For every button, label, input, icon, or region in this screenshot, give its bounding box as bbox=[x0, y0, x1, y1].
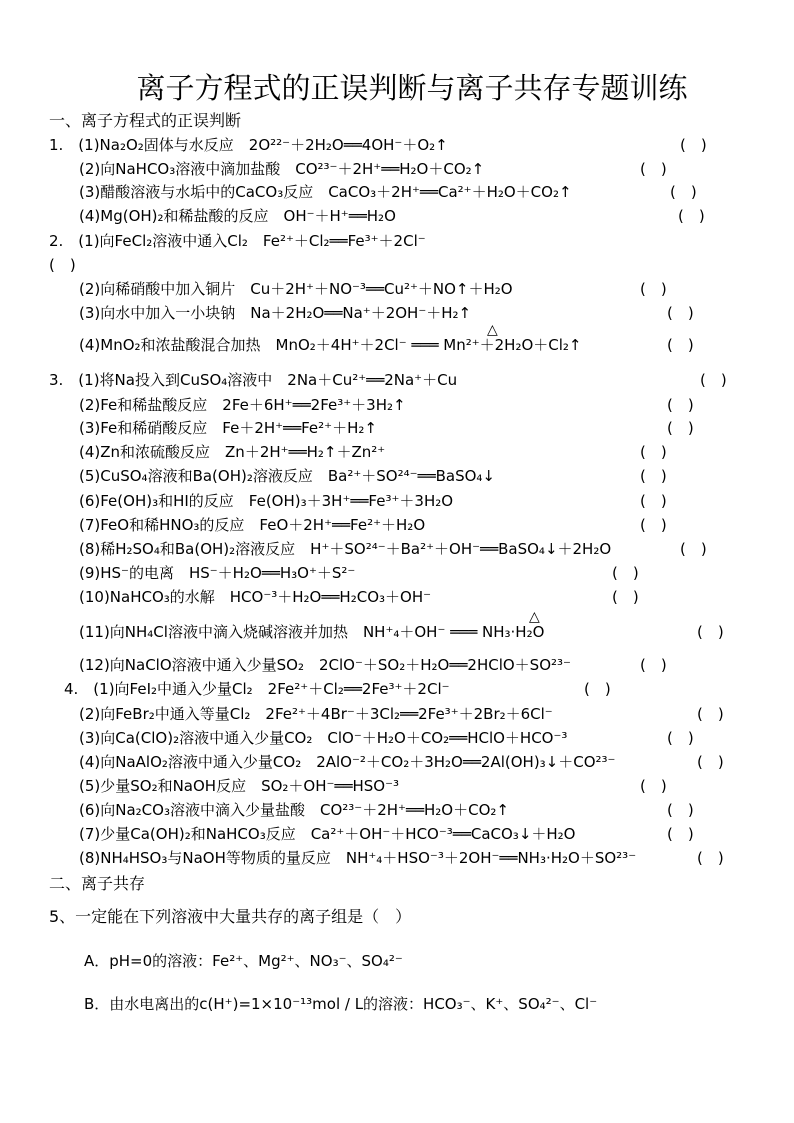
option-a: A．pH=0的溶液：Fe²⁺、Mg²⁺、NO₃⁻、SO₄²⁻ bbox=[84, 952, 403, 970]
answer-blank: ( ) bbox=[697, 849, 724, 867]
answer-blank: ( ) bbox=[640, 443, 667, 461]
answer-blank: ( ) bbox=[667, 304, 694, 322]
question-line: 1. (1)Na₂O₂固体与水反应 2O²²⁻＋2H₂O══4OH⁻＋O₂↑ bbox=[49, 136, 448, 154]
option-b: B．由水电离出的c(H⁺)=1×10⁻¹³mol / L的溶液：HCO₃⁻、K⁺、SO₄²⁻、Cl⁻ bbox=[84, 995, 598, 1013]
question-line: 4. (1)向FeI₂中通入少量Cl₂ 2Fe²⁺＋Cl₂══2Fe³⁺＋2Cl⁻ bbox=[49, 680, 450, 698]
question-line: (4)Mg(OH)₂和稀盐酸的反应 OH⁻＋H⁺══H₂O bbox=[49, 207, 396, 225]
answer-blank: ( ) bbox=[584, 680, 611, 698]
question-line: (2)Fe和稀盐酸反应 2Fe＋6H⁺══2Fe³⁺＋3H₂↑ bbox=[49, 396, 406, 414]
answer-blank: ( ) bbox=[667, 419, 694, 437]
answer-blank: ( ) bbox=[680, 540, 707, 558]
question-line: (6)向Na₂CO₃溶液中滴入少量盐酸 CO²³⁻＋2H⁺══H₂O＋CO₂↑ bbox=[49, 801, 509, 819]
answer-blank: ( ) bbox=[640, 492, 667, 510]
question-line: (7)FeO和稀HNO₃的反应 FeO＋2H⁺══Fe²⁺＋H₂O bbox=[49, 516, 426, 534]
answer-blank: ( ) bbox=[640, 516, 667, 534]
question-line: (5)CuSO₄溶液和Ba(OH)₂溶液反应 Ba²⁺＋SO²⁴⁻══BaSO₄↓ bbox=[49, 467, 495, 485]
question-line: (8)NH₄HSO₃与NaOH等物质的量反应 NH⁺₄＋HSO⁻³＋2OH⁻══NH₃·H₂O＋SO²³⁻ bbox=[49, 849, 637, 867]
question-line: (8)稀H₂SO₄和Ba(OH)₂溶液反应 H⁺＋SO²⁴⁻＋Ba²⁺＋OH⁻══BaSO₄↓＋2H₂O bbox=[49, 540, 612, 558]
answer-blank: ( ) bbox=[640, 777, 667, 795]
question-5: 5、一定能在下列溶液中大量共存的离子组是（ ） bbox=[49, 907, 412, 926]
question-line: (11)向NH₄Cl溶液中滴入烧碱溶液并加热 NH⁺₄＋OH⁻ ═══ NH₃·H₂O bbox=[49, 623, 545, 641]
question-line: (3)Fe和稀硝酸反应 Fe＋2H⁺══Fe²⁺＋H₂↑ bbox=[49, 419, 377, 437]
answer-blank: ( ) bbox=[667, 825, 694, 843]
question-line: (9)HS⁻的电离 HS⁻＋H₂O══H₃O⁺＋S²⁻ bbox=[49, 564, 356, 582]
answer-blank: ( ) bbox=[678, 207, 705, 225]
section-heading-equations: 一、离子方程式的正误判断 bbox=[49, 111, 242, 130]
answer-blank: ( ) bbox=[700, 371, 727, 389]
question-line: (2)向FeBr₂中通入等量Cl₂ 2Fe²⁺＋4Br⁻＋3Cl₂══2Fe³⁺＋2Br₂＋6Cl⁻ bbox=[49, 705, 553, 723]
answer-blank: ( ) bbox=[612, 588, 639, 606]
answer-blank: ( ) bbox=[640, 656, 667, 674]
question-line: (3)向水中加入一小块钠 Na＋2H₂O══Na⁺＋2OH⁻＋H₂↑ bbox=[49, 304, 472, 322]
question-line: (4)MnO₂和浓盐酸混合加热 MnO₂＋4H⁺＋2Cl⁻ ═══ Mn²⁺＋2H₂O＋Cl₂↑ bbox=[49, 336, 582, 354]
answer-blank: ( ) bbox=[640, 280, 667, 298]
answer-blank: ( ) bbox=[612, 564, 639, 582]
question-line: (10)NaHCO₃的水解 HCO⁻³＋H₂O══H₂CO₃＋OH⁻ bbox=[49, 588, 432, 606]
question-line: 3. (1)将Na投入到CuSO₄溶液中 2Na＋Cu²⁺══2Na⁺＋Cu bbox=[49, 371, 458, 389]
question-line: (3)向Ca(ClO)₂溶液中通入少量CO₂ ClO⁻＋H₂O＋CO₂══HClO＋HCO⁻³ bbox=[49, 729, 568, 747]
question-line: (2)向NaHCO₃溶液中滴加盐酸 CO²³⁻＋2H⁺══H₂O＋CO₂↑ bbox=[49, 160, 485, 178]
answer-blank: ( ) bbox=[667, 396, 694, 414]
question-line: (4)向NaAlO₂溶液中通入少量CO₂ 2AlO⁻²＋CO₂＋3H₂O══2Al(OH)₃↓＋CO²³⁻ bbox=[49, 753, 616, 771]
page-title: 离子方程式的正误判断与离子共存专题训练 bbox=[136, 71, 688, 105]
answer-blank: ( ) bbox=[667, 336, 694, 354]
answer-blank: ( ) bbox=[680, 136, 707, 154]
question-line: (3)醋酸溶液与水垢中的CaCO₃反应 CaCO₃＋2H⁺══Ca²⁺＋H₂O＋CO₂↑ bbox=[49, 183, 572, 201]
question-line: (4)Zn和浓硫酸反应 Zn＋2H⁺══H₂↑＋Zn²⁺ bbox=[49, 443, 386, 461]
question-line: (6)Fe(OH)₃和HI的反应 Fe(OH)₃＋3H⁺══Fe³⁺＋3H₂O bbox=[49, 492, 454, 510]
question-line: (12)向NaClO溶液中通入少量SO₂ 2ClO⁻＋SO₂＋H₂O══2HClO＋SO²³⁻ bbox=[49, 656, 571, 674]
heat-symbol: △ bbox=[487, 322, 498, 338]
heat-symbol: △ bbox=[529, 609, 540, 625]
answer-blank: ( ) bbox=[49, 256, 76, 274]
answer-blank: ( ) bbox=[697, 705, 724, 723]
question-line: 2. (1)向FeCl₂溶液中通入Cl₂ Fe²⁺＋Cl₂══Fe³⁺＋2Cl⁻ bbox=[49, 232, 426, 250]
question-line: (5)少量SO₂和NaOH反应 SO₂＋OH⁻══HSO⁻³ bbox=[49, 777, 400, 795]
answer-blank: ( ) bbox=[667, 801, 694, 819]
section-heading-coexistence: 二、离子共存 bbox=[49, 874, 146, 893]
answer-blank: ( ) bbox=[640, 467, 667, 485]
answer-blank: ( ) bbox=[697, 623, 724, 641]
answer-blank: ( ) bbox=[640, 160, 667, 178]
question-line: (7)少量Ca(OH)₂和NaHCO₃反应 Ca²⁺＋OH⁻＋HCO⁻³══CaCO₃↓＋H₂O bbox=[49, 825, 576, 843]
answer-blank: ( ) bbox=[667, 729, 694, 747]
answer-blank: ( ) bbox=[697, 753, 724, 771]
answer-blank: ( ) bbox=[670, 183, 697, 201]
question-line: (2)向稀硝酸中加入铜片 Cu＋2H⁺＋NO⁻³══Cu²⁺＋NO↑＋H₂O bbox=[49, 280, 513, 298]
